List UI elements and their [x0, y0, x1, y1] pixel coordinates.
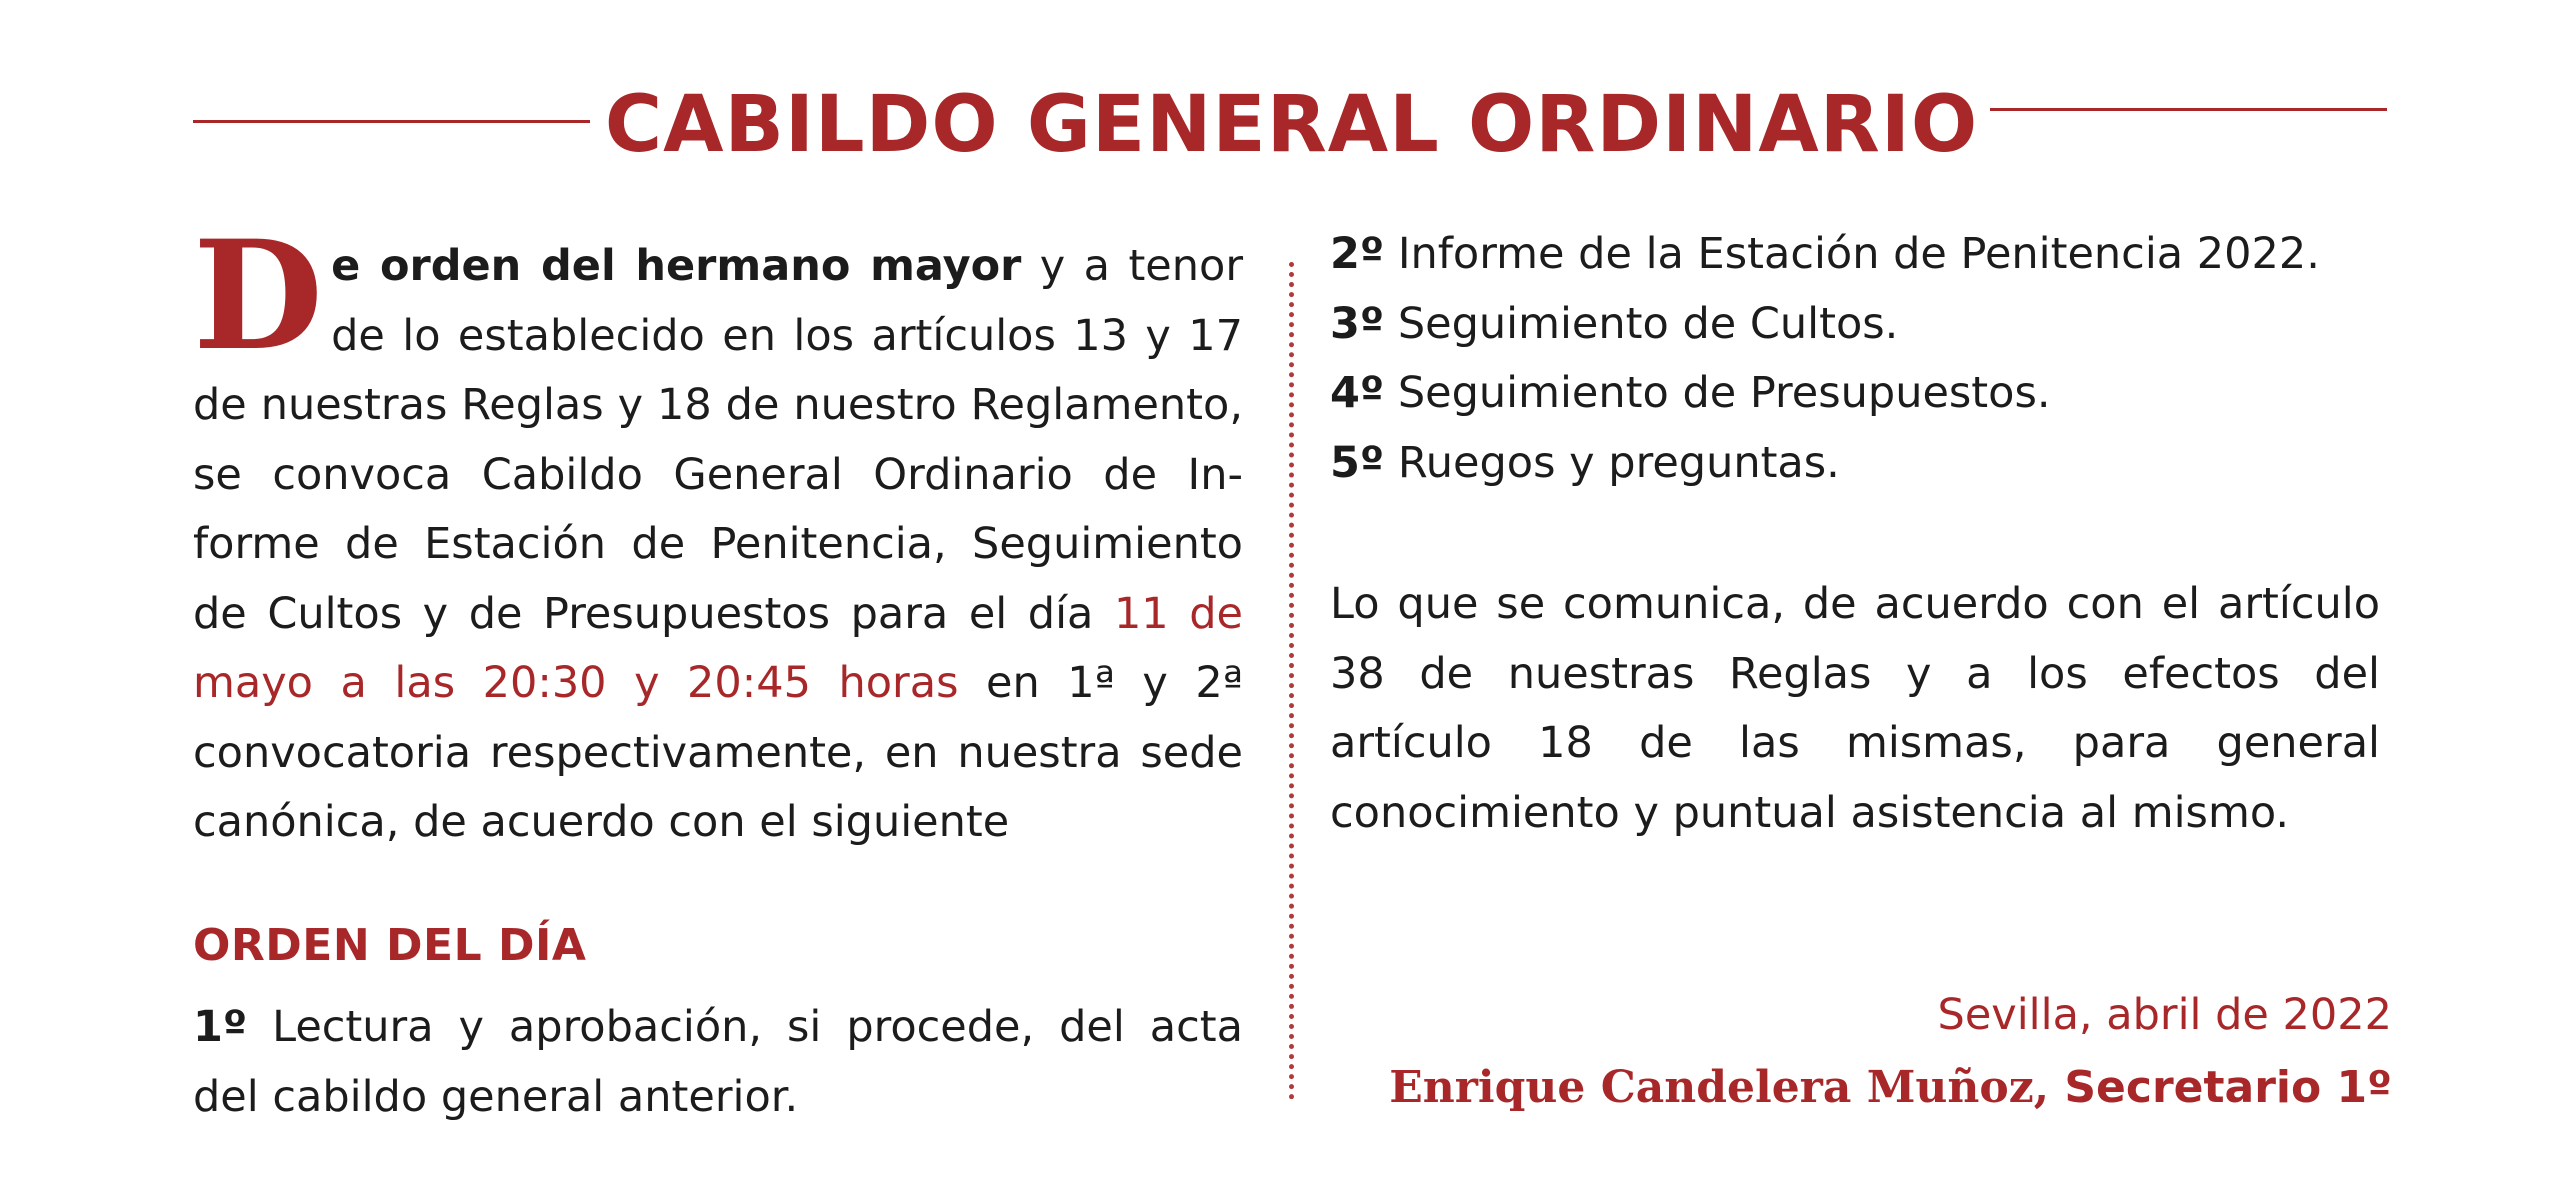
title-rule-right — [1990, 108, 2387, 111]
signature — [1389, 1062, 2392, 1113]
agenda-item-text: Seguimiento de Cultos. — [1384, 298, 1899, 349]
convocation-paragraph — [193, 208, 1243, 858]
agenda-heading: ORDEN DEL DÍA — [193, 920, 587, 971]
drop-cap: D — [193, 208, 324, 384]
text-before-date: y a tenor de lo establecido en los artículos 13 y 17 de nuestras Reglas y 18 de nuestro Reglamento, se convoca Cabildo General Ordinario de Informe de Estación de Penitencia, Seguimiento de Cultos y de Presupuestos para el día — [193, 241, 1243, 639]
title-rule-left — [193, 120, 590, 123]
agenda-item-number: 5º — [1330, 437, 1385, 488]
header — [193, 70, 2393, 180]
agenda-item-text: Seguimiento de Presupuestos. — [1384, 368, 2051, 418]
agenda-item-number: 2º — [1330, 229, 1385, 279]
signer-name: Enrique Candelera Muñoz, — [1389, 1062, 2050, 1113]
intro-bold: e orden del hermano mayor — [331, 241, 1022, 291]
column-divider — [1289, 262, 1294, 1100]
closing-text — [1330, 570, 2380, 848]
agenda-item-3 — [1330, 290, 2390, 360]
agenda-item-2 — [1330, 220, 2390, 290]
page-title: CABILDO GENERAL ORDINARIO — [604, 80, 1979, 170]
agenda-list — [1330, 220, 2390, 498]
agenda-item-text: Lectura y aprobación, si procede, del acta del cabildo general anterior. — [193, 1002, 1243, 1122]
agenda-item-number: 1º — [193, 1002, 248, 1052]
agenda-item-text: Ruegos y preguntas. — [1384, 437, 1840, 488]
closing-paragraph: Lo que se comunica, de acuerdo con el artículo 38 de nuestras Reglas y a los efectos del artículo 18 de las mismas, para general conocimiento y puntual asistencia al mismo. — [1330, 579, 2380, 838]
signer-role: Secretario 1º — [2049, 1062, 2392, 1113]
agenda-item-number: 3º — [1330, 298, 1385, 349]
convocation-text — [193, 208, 1243, 858]
agenda-item-5 — [1330, 429, 2390, 499]
meeting-date: 11 de mayo a las 20:30 y 20:45 horas — [193, 588, 1243, 708]
agenda-item-4 — [1330, 359, 2390, 429]
agenda-item-1 — [193, 992, 1243, 1132]
agenda-item-text: Informe de la Estación de Penitencia 2022. — [1384, 229, 2320, 279]
place-date: Sevilla, abril de 2022 — [1937, 990, 2392, 1040]
agenda-item-number: 4º — [1330, 368, 1385, 418]
text-after-date: en 1ª y 2ª convocatoria respectivamente, en nuestra sede canónica, de acuerdo con el siguiente — [193, 658, 1243, 847]
